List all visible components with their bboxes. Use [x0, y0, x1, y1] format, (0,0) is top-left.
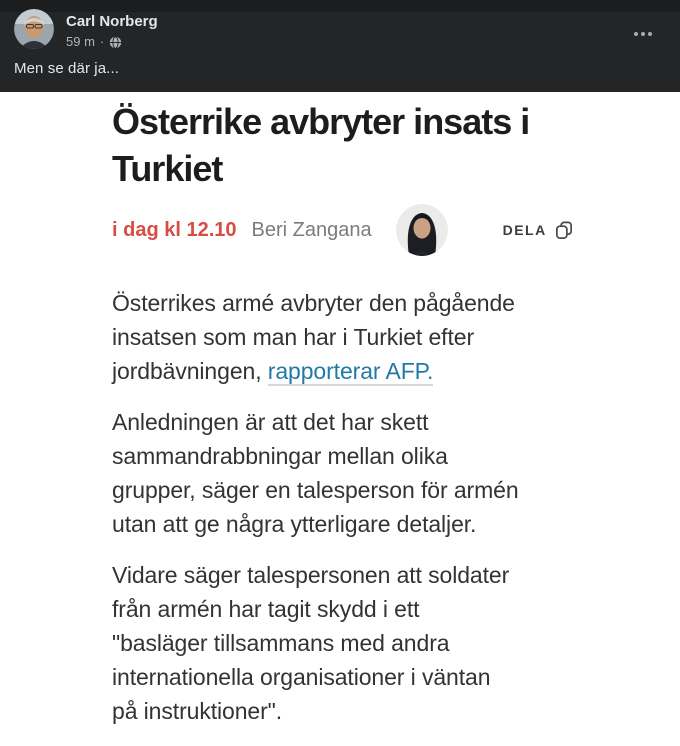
- body-line: Anledningen är att det har skett: [112, 409, 429, 435]
- headline-line: Österrike avbryter insats i: [112, 101, 530, 142]
- article-byline: [112, 204, 570, 256]
- body-line-text: jordbävningen,: [112, 358, 268, 384]
- paragraph: [112, 405, 574, 541]
- share-button[interactable]: [503, 220, 574, 240]
- paragraph: [112, 558, 574, 728]
- poster-avatar[interactable]: [14, 9, 54, 49]
- body-line: grupper, säger en talesperson för armén: [112, 477, 519, 503]
- body-line: på instruktioner".: [112, 698, 283, 724]
- share-button-label: DELA: [502, 222, 547, 238]
- poster-avatar-image: [14, 9, 54, 49]
- article-card: [0, 92, 680, 728]
- copy-pages-icon: [554, 220, 574, 240]
- body-line: Österrikes armé avbryter den pågående: [112, 290, 515, 316]
- body-line: sammandrabbningar mellan olika: [112, 443, 448, 469]
- body-line: Vidare säger talespersonen att soldater: [112, 562, 510, 588]
- meta-separator: ·: [99, 34, 105, 49]
- article-body: [112, 286, 592, 728]
- body-line: insatsen som man har i Turkiet efter: [112, 324, 474, 350]
- body-line: utan att ge några ytterligare detaljer.: [112, 511, 477, 537]
- body-line: "basläger tillsammans med andra: [112, 630, 450, 656]
- author-avatar-image: [396, 204, 448, 256]
- published-time: i dag kl 12.10: [112, 218, 237, 241]
- post-options-icon[interactable]: [630, 28, 656, 40]
- paragraph: [112, 286, 574, 388]
- post-timestamp[interactable]: 59 m: [66, 34, 95, 49]
- header-top-divider: [0, 0, 680, 12]
- body-line: [112, 354, 574, 388]
- article-author: Beri Zangana: [251, 218, 372, 241]
- article-headline: [112, 98, 592, 192]
- post-message: Men se där ja...: [14, 60, 119, 77]
- author-avatar: [396, 204, 448, 256]
- headline-line: Turkiet: [112, 148, 223, 189]
- afp-source-link[interactable]: rapporterar AFP.: [267, 358, 434, 384]
- post-meta: [66, 34, 122, 49]
- body-line: från armén har tagit skydd i ett: [112, 596, 420, 622]
- facebook-post-header: [0, 0, 680, 92]
- poster-name[interactable]: Carl Norberg: [66, 13, 158, 30]
- body-line: internationella organisationer i väntan: [112, 664, 491, 690]
- globe-public-icon: [109, 36, 122, 49]
